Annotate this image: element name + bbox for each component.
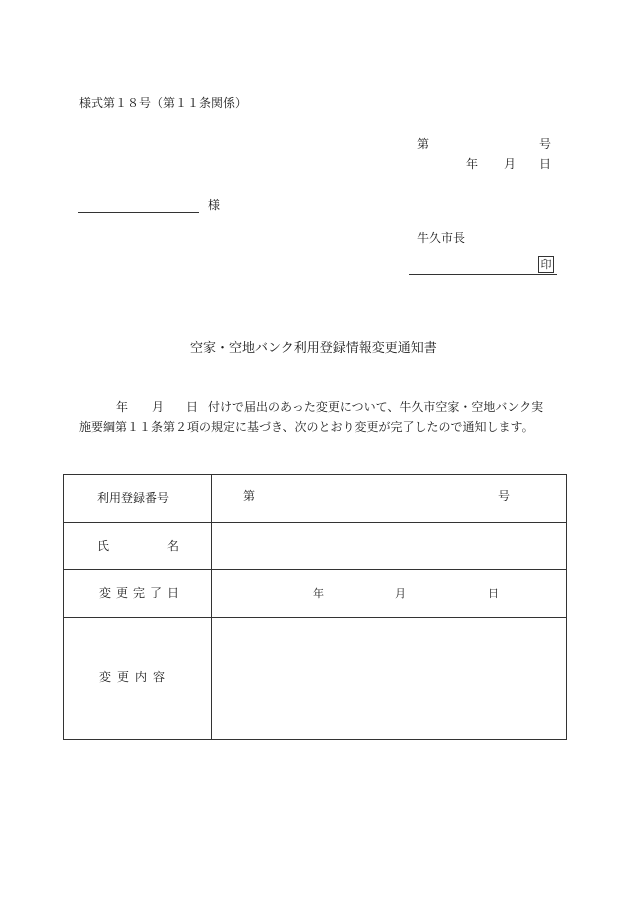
table-row-registration-number [64, 475, 567, 523]
label-completion-date: 変更完了日 [99, 586, 185, 601]
issuer-signature-line [409, 274, 557, 275]
info-table [63, 474, 567, 740]
label-name-part-1: 氏 [97, 538, 110, 553]
label-change-content: 変更内容 [99, 670, 172, 685]
registration-number-suffix: 号 [498, 489, 511, 503]
label-registration-number: 利用登録番号 [97, 491, 170, 505]
registration-number-cell [212, 475, 567, 523]
issue-date-month: 月 [504, 157, 517, 171]
label-cell [64, 522, 212, 570]
completion-date-cell [212, 570, 567, 618]
table-row-change-content [64, 618, 567, 740]
issue-date-day: 日 [539, 157, 552, 171]
table-row-name [64, 522, 567, 570]
body-text-line-1: 付けで届出のあった変更について、牛久市空家・空地バンク実 [208, 400, 544, 414]
registration-number-prefix: 第 [243, 489, 256, 503]
document-number-prefix: 第 [417, 137, 430, 151]
document-title: 空家・空地バンク利用登録情報変更通知書 [190, 341, 437, 356]
label-name-part-2: 名 [167, 538, 180, 553]
body-date-month: 月 [152, 400, 165, 414]
issue-date-year: 年 [466, 157, 479, 171]
body-text-line-2: 施要綱第１１条第２項の規定に基づき、次のとおり変更が完了したので通知します。 [79, 420, 534, 434]
name-cell [212, 522, 567, 570]
label-cell [64, 475, 212, 523]
form-number: 様式第１８号（第１１条関係） [79, 96, 248, 110]
label-cell [64, 618, 212, 740]
body-date-day: 日 [186, 400, 199, 414]
recipient-honorific: 様 [208, 198, 221, 212]
completion-date-month: 月 [395, 587, 406, 601]
seal-stamp-box: 印 [538, 256, 554, 273]
table-row-completion-date [64, 570, 567, 618]
label-cell [64, 570, 212, 618]
body-date-year: 年 [116, 400, 129, 414]
issuer-title: 牛久市長 [417, 231, 466, 245]
completion-date-day: 日 [488, 587, 499, 601]
recipient-name-line [78, 212, 199, 213]
completion-date-year: 年 [313, 587, 324, 601]
change-content-cell [212, 618, 567, 740]
document-number-suffix: 号 [539, 137, 552, 151]
